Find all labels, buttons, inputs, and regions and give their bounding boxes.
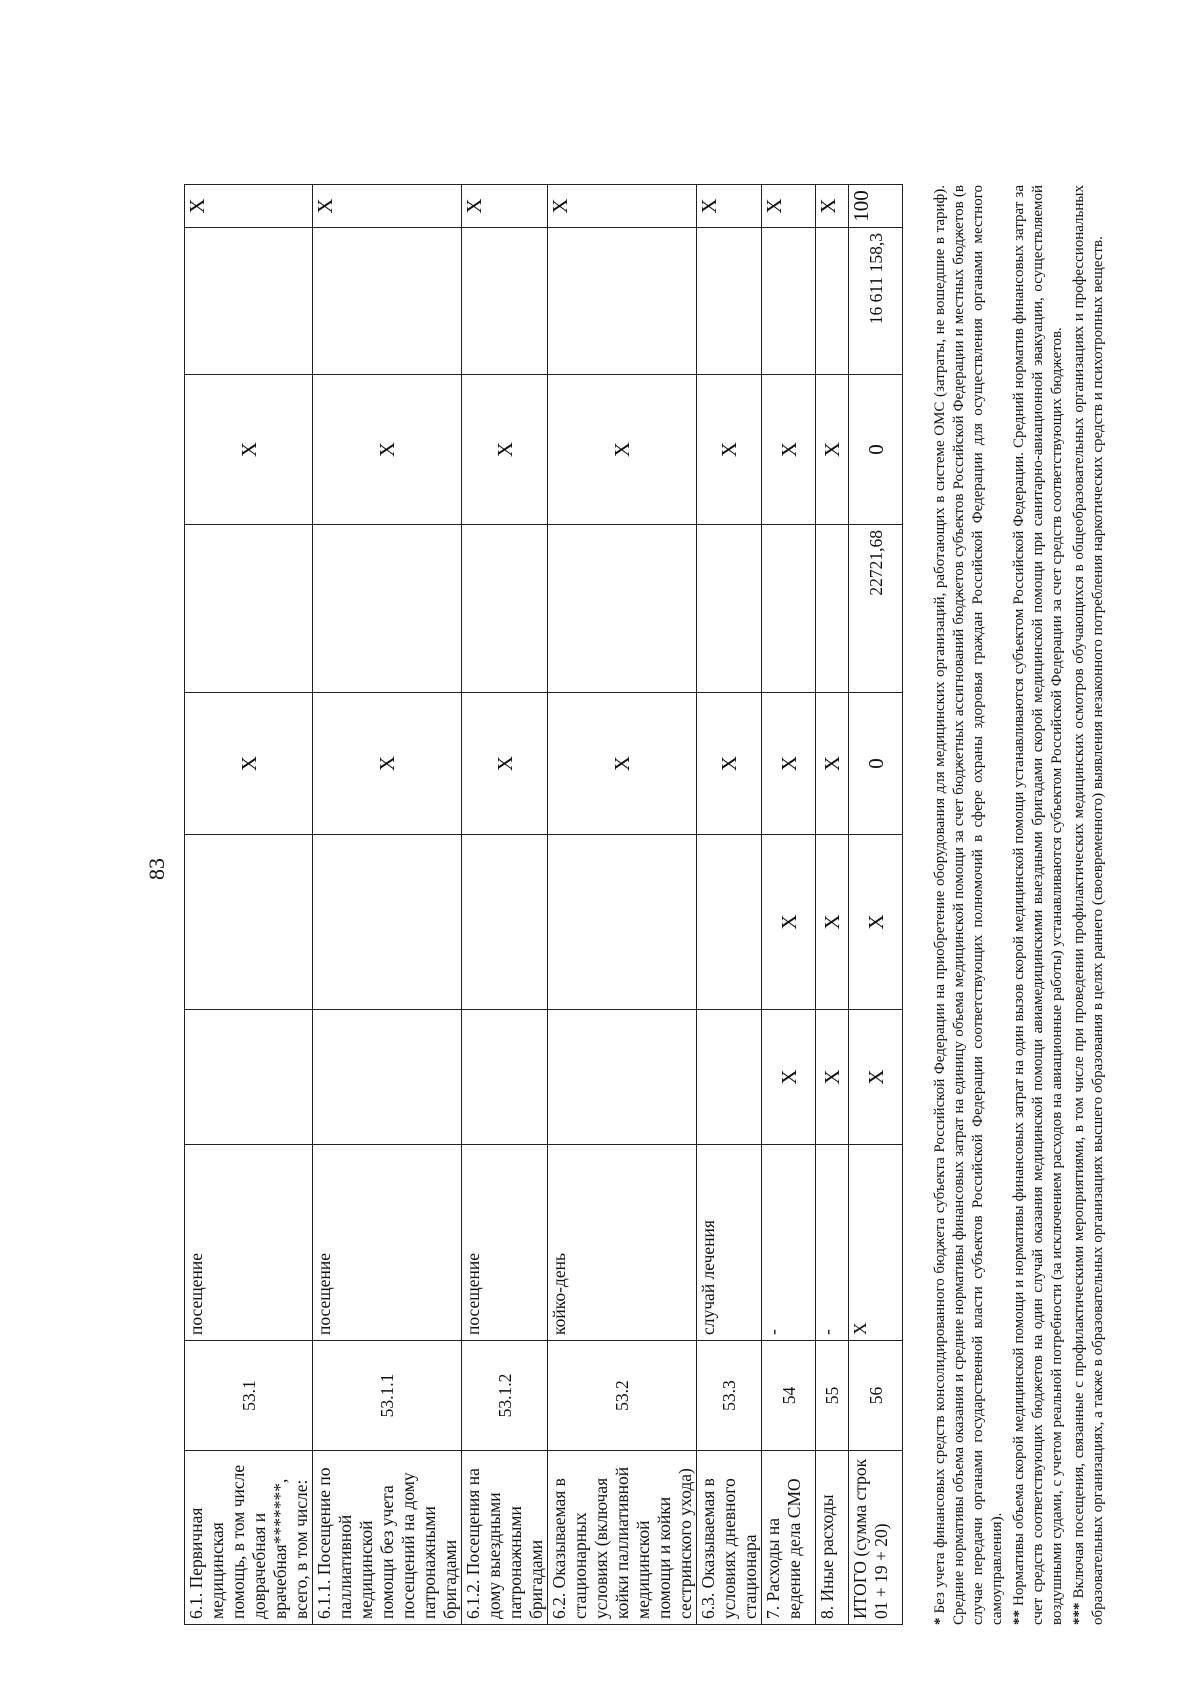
value-cell: 0 [849, 375, 903, 525]
value-cell: X [849, 1010, 903, 1145]
value-cell: X [816, 835, 849, 1010]
unit-cell: посещение [462, 1145, 548, 1341]
row-number-cell: 54 [762, 1341, 816, 1451]
value-cell: X [816, 1010, 849, 1145]
unit-cell: посещение [313, 1145, 462, 1341]
value-cell [313, 1010, 462, 1145]
footnote-text: Включая посещения, связанные с профилактическими мероприятиями, в том числе при проведении профилактических медицинских осмотров обучающихся в общеобразовательных организациях и профессиональных образовательных организациях, а также в образовательных организациях высшего образования в целях раннего (своевременного) выявления незаконного потребления наркотических средств и психотропных веществ. [1071, 185, 1106, 1625]
footnote-text: Без учета финансовых средств консолидированного бюджета субъекта Российской Федерации на приобретение оборудования для медицинских организаций, работающих в системе ОМС (затраты, не вошедшие в тариф). Средние нормативы объема оказания и средние нормативы финансовых затрат на единицу объема медицинской помощи за счет бюджетных ассигнований бюджетов субъектов Российской Федерации и местных бюджетов (в случае передачи органами государственной власти субъектов Российской Федерации соответствующих полномочий в сфере охраны здоровья граждан Российской Федерации для осуществления органами местного самоуправления). [932, 185, 1005, 1625]
table-row [548, 185, 697, 1625]
value-cell [816, 525, 849, 693]
footnote-mark: * [932, 1617, 948, 1625]
row-number-cell: 56 [849, 1341, 903, 1451]
value-cell [185, 835, 313, 1010]
page-number: 83 [144, 858, 169, 880]
value-cell [548, 228, 697, 375]
value-cell: X [548, 185, 697, 228]
value-cell [697, 525, 762, 693]
row-number-cell: 53.1.2 [462, 1341, 548, 1451]
footnote-mark: ** [1011, 1610, 1027, 1625]
value-cell: X [816, 375, 849, 525]
value-cell: 0 [849, 693, 903, 835]
unit-cell: койко-день [548, 1145, 697, 1341]
value-cell: X [185, 185, 313, 228]
value-cell [313, 525, 462, 693]
value-cell: X [185, 375, 313, 525]
value-cell: X [697, 375, 762, 525]
value-cell: X [762, 835, 816, 1010]
footnotes [931, 185, 1111, 1625]
table-row [816, 185, 849, 1625]
rotated-page-content [144, 185, 1200, 1625]
row-number-cell: 53.1 [185, 1341, 313, 1451]
unit-cell: - [816, 1145, 849, 1341]
unit-cell: X [849, 1145, 903, 1341]
footnote-1 [931, 185, 1007, 1625]
footnote-mark: *** [1071, 1602, 1087, 1625]
row-name-cell: 6.1.2. Посещения на дому выездными патронажными бригадами [462, 1451, 548, 1625]
value-cell [697, 228, 762, 375]
value-cell: X [548, 375, 697, 525]
value-cell [185, 1010, 313, 1145]
value-cell: X [697, 185, 762, 228]
value-cell [462, 525, 548, 693]
value-cell: 100 [849, 185, 903, 228]
value-cell: X [816, 185, 849, 228]
value-cell: X [697, 693, 762, 835]
row-name-cell: 8. Иные расходы [816, 1451, 849, 1625]
value-cell: X [816, 693, 849, 835]
value-cell [313, 835, 462, 1010]
value-cell: X [548, 693, 697, 835]
value-cell [548, 525, 697, 693]
value-cell: X [849, 835, 903, 1010]
value-cell [185, 228, 313, 375]
unit-cell: - [762, 1145, 816, 1341]
value-cell [762, 525, 816, 693]
footnote-3 [1070, 185, 1108, 1625]
unit-cell: посещение [185, 1145, 313, 1341]
value-cell [548, 1010, 697, 1145]
row-name-cell: 7. Расходы на ведение дела СМО [762, 1451, 816, 1625]
value-cell: X [313, 693, 462, 835]
value-cell [762, 228, 816, 375]
value-cell [816, 228, 849, 375]
value-cell: X [313, 185, 462, 228]
value-cell: X [762, 693, 816, 835]
unit-cell: случай лечения [697, 1145, 762, 1341]
value-cell: X [185, 693, 313, 835]
value-cell [185, 525, 313, 693]
row-number-cell: 53.3 [697, 1341, 762, 1451]
footnote-2 [1010, 185, 1067, 1625]
row-number-cell: 53.2 [548, 1341, 697, 1451]
value-cell: 22721,68 [849, 525, 903, 693]
row-name-cell: 6.1.1. Посещение по паллиативной медицинской помощи без учета посещений на дому патронажными бригадами [313, 1451, 462, 1625]
value-cell: X [313, 375, 462, 525]
row-name-cell: 6.2. Оказываемая в стационарных условиях (включая койки паллиативной медицинской помощи и койки сестринского ухода) [548, 1451, 697, 1625]
row-number-cell: 53.1.1 [313, 1341, 462, 1451]
table-row [762, 185, 816, 1625]
value-cell: X [462, 375, 548, 525]
value-cell: 16 611 158,3 [849, 228, 903, 375]
table-row [697, 185, 762, 1625]
value-cell [548, 835, 697, 1010]
row-name-cell: 6.1. Первичная медицинская помощь, в том числе доврачебная и врачебная*******, всего, в том числе: [185, 1451, 313, 1625]
value-cell [697, 1010, 762, 1145]
value-cell: X [762, 375, 816, 525]
row-name-cell: ИТОГО (сумма строк 01 + 19 + 20) [849, 1451, 903, 1625]
value-cell [697, 835, 762, 1010]
table-row [185, 185, 313, 1625]
value-cell: X [762, 1010, 816, 1145]
value-cell [462, 835, 548, 1010]
data-table [184, 184, 903, 1625]
row-number-cell: 55 [816, 1341, 849, 1451]
value-cell: X [462, 185, 548, 228]
table-row [849, 185, 903, 1625]
value-cell: X [762, 185, 816, 228]
footnote-text: Нормативы объема скорой медицинской помощи и нормативы финансовых затрат на один вызов скорой медицинской помощи устанавливаются субъектом Российской Федерации. Средний норматив финансовых затрат за счет средств соответствующих бюджетов на один случай оказания медицинской помощи авиамедицинскими выездными бригадами скорой медицинской помощи при санитарно-авиационной эвакуации, осуществляемой воздушными судами, с учетом реальной потребности (за исключением расходов на авиационные работы) устанавливаются субъектом Российской Федерации за счет средств соответствующих бюджетов. [1011, 185, 1065, 1625]
value-cell [462, 228, 548, 375]
value-cell [462, 1010, 548, 1145]
value-cell: X [462, 693, 548, 835]
table-row [462, 185, 548, 1625]
row-name-cell: 6.3. Оказываемая в условиях дневного стационара [697, 1451, 762, 1625]
value-cell [313, 228, 462, 375]
table-row [313, 185, 462, 1625]
